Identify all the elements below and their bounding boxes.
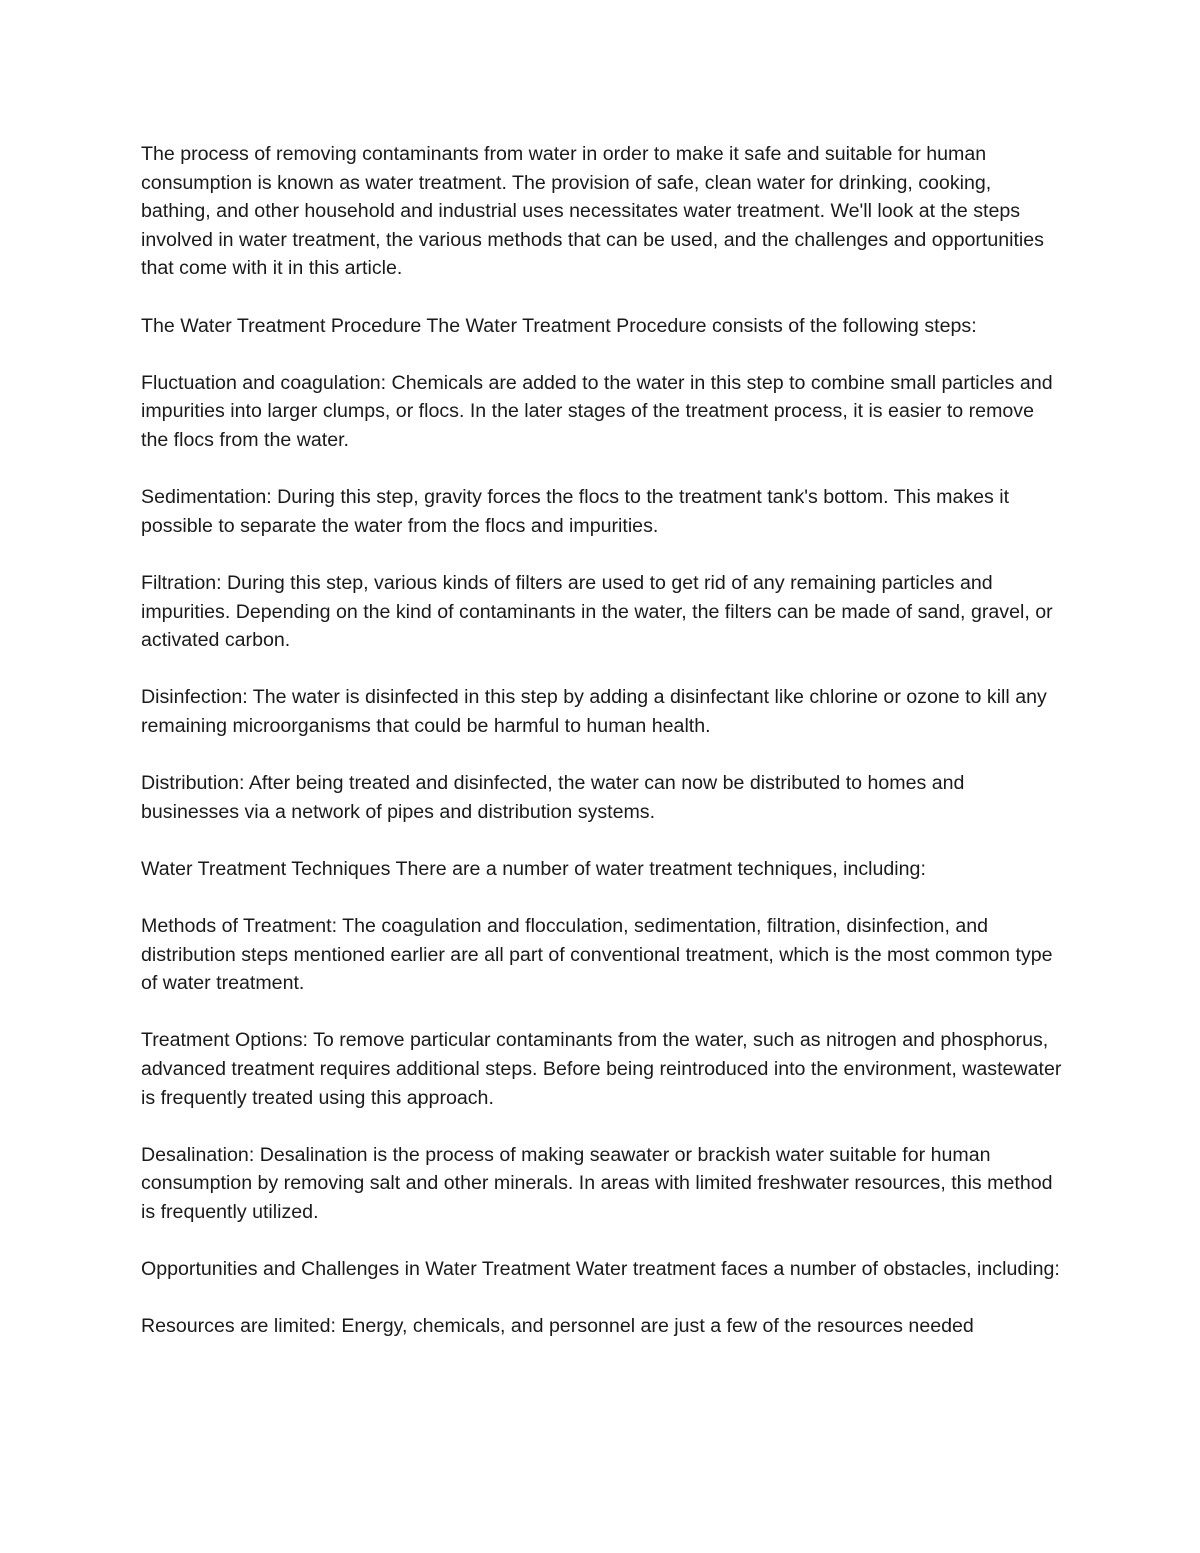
paragraph-treatment-options: Treatment Options: To remove particular contaminants from the water, such as nitrogen and phosphorus, advanced treatment requires additional steps. Before being reintroduced into the environment, wastewater is frequently treated using this approach. <box>141 1029 1062 1109</box>
paragraph-procedure-heading: The Water Treatment Procedure The Water Treatment Procedure consists of the following steps: <box>141 314 977 337</box>
paragraph-desalination: Desalination: Desalination is the process of making seawater or brackish water suitable for human consumption by removing salt and other minerals. In areas with limited freshwater resources, this method is frequently utilized. <box>141 1143 1053 1223</box>
paragraph-distribution: Distribution: After being treated and disinfected, the water can now be distributed to homes and businesses via a network of pipes and distribution systems. <box>141 772 965 823</box>
paragraph-intro: The process of removing contaminants from water in order to make it safe and suitable for human consumption is known as water treatment. The provision of safe, clean water for drinking, cooking, bathing, and other household and industrial uses necessitates water treatment. We'll look at the steps involved in water treatment, the various methods that can be used, and the challenges and opportunities that come with it in this article. <box>141 143 1044 280</box>
paragraph-coagulation: Fluctuation and coagulation: Chemicals are added to the water in this step to combine small particles and impurities into larger clumps, or flocs. In the later stages of the treatment process, it is easier to remove the flocs from the water. <box>141 371 1053 451</box>
paragraph-methods: Methods of Treatment: The coagulation and flocculation, sedimentation, filtration, disinfection, and distribution steps mentioned earlier are all part of conventional treatment, which is the most common type of water treatment. <box>141 915 1053 995</box>
paragraph-disinfection: Disinfection: The water is disinfected in this step by adding a disinfectant like chlorine or ozone to kill any remaining microorganisms that could be harmful to human health. <box>141 686 1047 737</box>
document-body <box>141 140 1066 1370</box>
paragraph-resources: Resources are limited: Energy, chemicals, and personnel are just a few of the resources needed <box>141 1315 974 1338</box>
paragraph-filtration: Filtration: During this step, various kinds of filters are used to get rid of any remaining particles and impurities. Depending on the kind of contaminants in the water, the filters can be made of sand, gravel, or activated carbon. <box>141 571 1053 652</box>
paragraph-challenges-heading: Opportunities and Challenges in Water Treatment Water treatment faces a number of obstacles, including: <box>141 1258 1060 1281</box>
paragraph-sedimentation: Sedimentation: During this step, gravity forces the flocs to the treatment tank's bottom. This makes it possible to separate the water from the flocs and impurities. <box>141 486 1010 537</box>
paragraph-techniques-heading: Water Treatment Techniques There are a number of water treatment techniques, including: <box>141 857 926 880</box>
